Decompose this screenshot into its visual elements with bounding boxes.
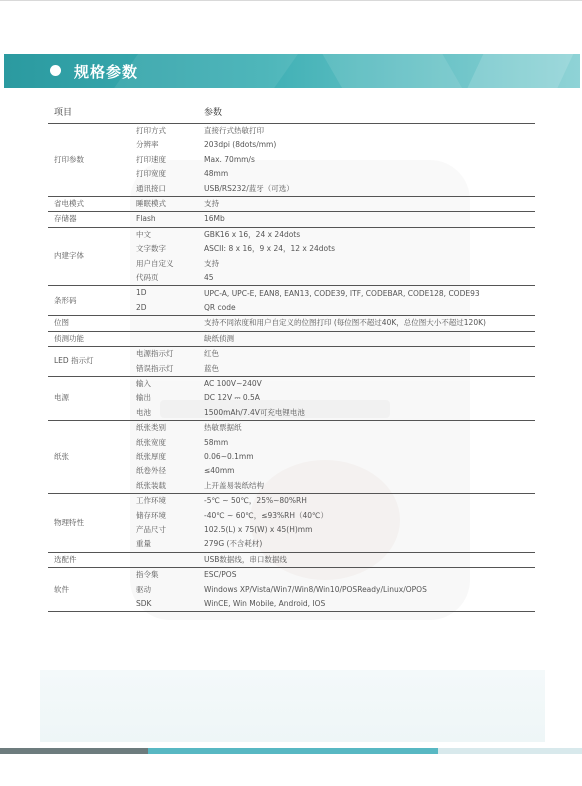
spec-value: USB数据线，串口数据线 xyxy=(204,554,287,564)
spec-value: QR code xyxy=(204,302,236,312)
spec-group xyxy=(48,197,535,212)
spec-table-header xyxy=(48,103,535,124)
spec-value: 1500mAh/7.4V可充电锂电池 xyxy=(204,407,305,417)
group-label: 位图 xyxy=(54,318,69,328)
spec-value: UPC-A, UPC-E, EAN8, EAN13, CODE39, ITF, CODEBAR, CODE128, CODE93 xyxy=(204,288,480,298)
spec-value: USB/RS232/蓝牙（可选） xyxy=(204,183,294,193)
spec-sub-item: 纸张厚度 xyxy=(136,451,166,461)
spec-value: 支持不同浓度和用户自定义的位图打印 (每位图不超过40K，总位图大小不超过120K) xyxy=(204,318,486,328)
spec-value: 支持 xyxy=(204,258,219,268)
spec-row xyxy=(48,494,535,509)
group-label: 选配件 xyxy=(54,554,77,564)
footer-bar-light xyxy=(438,748,582,754)
spec-table xyxy=(48,103,535,612)
spec-group xyxy=(48,316,535,331)
spec-group xyxy=(48,552,535,567)
spec-group xyxy=(48,568,535,612)
spec-group xyxy=(48,494,535,553)
spec-value: 48mm xyxy=(204,169,229,179)
spec-row xyxy=(48,347,535,362)
spec-value: Windows XP/Vista/Win7/Win8/Win10/POSReady/Linux/OPOS xyxy=(204,584,427,594)
spec-row xyxy=(48,316,535,331)
spec-value: WinCE, Win Mobile, Android, IOS xyxy=(204,599,326,608)
spec-value: ASCII: 8 x 16，9 x 24，12 x 24dots xyxy=(204,244,335,254)
spec-sub-item: 2D xyxy=(136,302,147,312)
spec-sub-item: 储存环境 xyxy=(136,510,166,520)
spec-sub-item: 指令集 xyxy=(136,570,159,580)
spec-group xyxy=(48,331,535,346)
spec-group xyxy=(48,347,535,377)
spec-sub-item: 中文 xyxy=(136,229,151,239)
spec-value: -40℃ ~ 60℃，≤93%RH（40℃） xyxy=(204,510,328,520)
group-label: 电源 xyxy=(54,393,69,403)
spec-group xyxy=(48,227,535,286)
bullet-dot-icon xyxy=(50,65,61,76)
spec-sub-item: 输入 xyxy=(136,378,151,388)
spec-value: 红色 xyxy=(204,349,219,359)
top-border-line xyxy=(0,0,582,1)
spec-value: 58mm xyxy=(204,437,229,447)
spec-sub-item: 纸张宽度 xyxy=(136,437,166,447)
spec-value: AC 100V~240V xyxy=(204,378,262,388)
group-label: 侦测功能 xyxy=(54,333,84,343)
spec-value: DC 12V ⎓ 0.5A xyxy=(204,393,260,403)
spec-sub-item: 驱动 xyxy=(136,584,151,594)
spec-row xyxy=(48,376,535,391)
spec-sub-item: 输出 xyxy=(136,393,151,403)
spec-sub-item xyxy=(130,316,198,331)
spec-row xyxy=(48,568,535,583)
section-title: 规格参数 xyxy=(74,63,139,81)
spec-sub-item: 打印方式 xyxy=(136,126,166,135)
header-item: 项目 xyxy=(54,107,73,118)
group-label: 省电模式 xyxy=(54,199,84,209)
group-label: 内建字体 xyxy=(54,251,84,261)
spec-sub-item: Flash xyxy=(136,214,156,224)
spec-value: 蓝色 xyxy=(204,363,219,373)
spec-sub-item: 重量 xyxy=(136,539,151,549)
footer-bar-teal xyxy=(148,748,438,754)
spec-value: 102.5(L) x 75(W) x 45(H)mm xyxy=(204,524,313,534)
spec-sub-item: 产品尺寸 xyxy=(136,524,166,534)
spec-sub-item xyxy=(130,552,198,567)
spec-row xyxy=(48,552,535,567)
spec-sub-item: 工作环境 xyxy=(136,496,166,506)
group-label: LED 指示灯 xyxy=(54,356,94,366)
spec-sub-item: 电源指示灯 xyxy=(136,349,174,359)
spec-value: 0.06~0.1mm xyxy=(204,451,254,461)
spec-value: 直接行式热敏打印 xyxy=(204,126,264,135)
spec-sub-item: 打印速度 xyxy=(136,154,166,164)
spec-group xyxy=(48,124,535,197)
spec-sub-item: 用户自定义 xyxy=(136,258,174,268)
spec-sub-item: 纸张类别 xyxy=(136,423,166,433)
spec-value: ESC/POS xyxy=(204,570,237,580)
header-params: 参数 xyxy=(204,107,223,118)
spec-value: 45 xyxy=(204,273,214,283)
spec-group xyxy=(48,212,535,227)
spec-row xyxy=(48,286,535,301)
group-label: 软件 xyxy=(54,584,69,594)
footer-bar-dark xyxy=(0,748,148,754)
section-banner xyxy=(4,54,580,88)
spec-sub-item: 错误指示灯 xyxy=(136,363,174,373)
spec-value: 支持 xyxy=(204,199,219,209)
spec-group xyxy=(48,376,535,420)
spec-sub-item xyxy=(130,331,198,346)
spec-sub-item: 文字数字 xyxy=(136,244,166,254)
spec-value: 缺纸侦测 xyxy=(204,333,234,343)
spec-row xyxy=(48,124,535,139)
spec-value: GBK16 x 16，24 x 24dots xyxy=(204,229,301,239)
spec-value: 热敏票据纸 xyxy=(204,423,242,433)
spec-row xyxy=(48,421,535,436)
spec-sub-item: 纸卷外径 xyxy=(136,466,166,476)
spec-group xyxy=(48,286,535,316)
spec-sub-item: 代码页 xyxy=(136,273,159,283)
spec-sub-item: 纸张装载 xyxy=(136,480,166,490)
spec-sub-item: 打印宽度 xyxy=(136,169,166,179)
spec-value: ≤40mm xyxy=(204,466,235,476)
spec-sub-item: 1D xyxy=(136,288,147,298)
group-label: 打印参数 xyxy=(54,154,84,164)
group-label: 物理特性 xyxy=(54,517,84,527)
spec-sub-item: 睡眠模式 xyxy=(136,199,166,209)
spec-value: Max. 70mm/s xyxy=(204,154,255,164)
group-label: 存储器 xyxy=(54,214,77,224)
group-label: 纸张 xyxy=(54,451,69,461)
spec-value: 16Mb xyxy=(204,214,225,224)
group-label: 条形码 xyxy=(54,295,77,305)
spec-row xyxy=(48,227,535,242)
spec-row xyxy=(48,197,535,212)
spec-value: -5℃ ~ 50℃，25%~80%RH xyxy=(204,496,307,506)
spec-group xyxy=(48,421,535,494)
spec-value: 上开盖易装纸结构 xyxy=(204,480,264,490)
spec-sub-item: 通讯接口 xyxy=(136,183,166,193)
spec-sub-item: 电池 xyxy=(136,407,151,417)
spec-value: 279G (不含耗材) xyxy=(204,539,263,549)
spec-sub-item: 分辨率 xyxy=(136,140,159,150)
spec-value: 203dpi (8dots/mm) xyxy=(204,140,277,150)
spec-row xyxy=(48,212,535,227)
spec-row xyxy=(48,331,535,346)
bottom-decoration xyxy=(40,670,545,742)
spec-sub-item: SDK xyxy=(136,599,152,608)
